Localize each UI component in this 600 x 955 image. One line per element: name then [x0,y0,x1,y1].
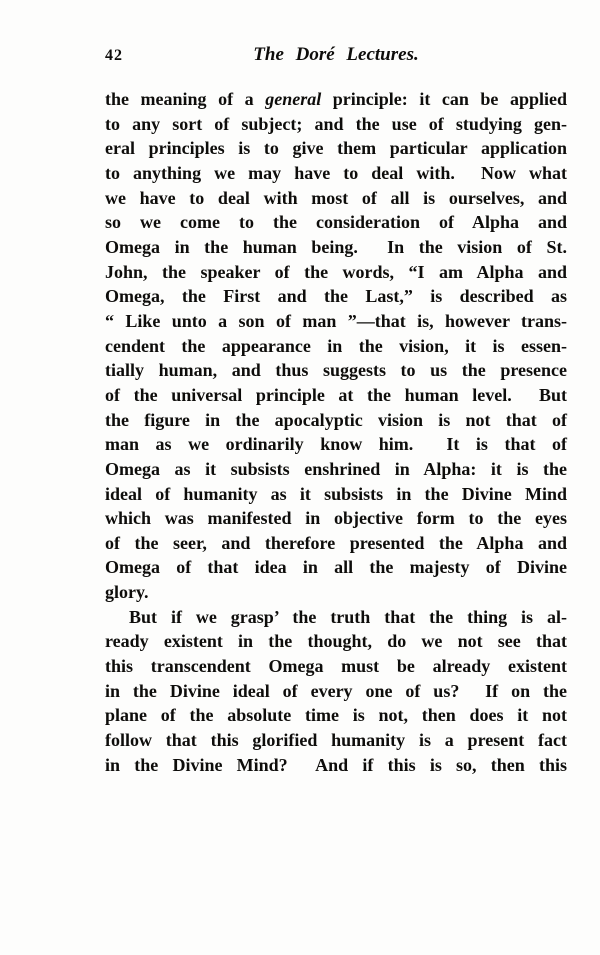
text-line: to anything we may have to deal with. Now what [105,162,567,183]
book-page [105,44,567,777]
text-line: in the Divine Mind? And if this is so, then this [105,754,567,775]
text-line: follow that this glorified humanity is a present fact [105,730,567,751]
text-line: man as we ordinarily know him. It is that of [105,434,567,455]
page-number: 42 [105,47,123,64]
text-line: the figure in the apocalyptic vision is not that of [105,409,567,430]
running-header [105,44,567,68]
text-line: this transcendent Omega must be already existent [105,656,567,677]
text-line: Omega in the human being. In the vision of St. [105,236,567,257]
text-line: which was manifested in objective form to the eyes [105,508,567,529]
page-body [105,87,567,777]
text-line: “ Like unto a son of man ”—that is, however trans- [105,310,567,331]
text-line: ready existent in the thought, do we not see that [105,631,567,652]
text-line: ideal of humanity as it subsists in the Divine Mind [105,483,567,504]
text-line: cendent the appearance in the vision, it is essen- [105,335,567,356]
running-header-title: The Doré Lectures. [253,44,419,65]
text-line: But if we grasp’ the truth that the thing is al- [129,606,567,627]
text-line: of the seer, and therefore presented the Alpha and [105,532,567,553]
text-line: Omega, the First and the Last,” is described as [105,286,567,307]
text-line: of the universal principle at the human level. But [105,384,567,405]
text-line: plane of the absolute time is not, then does it not [105,705,567,726]
text-line: to any sort of subject; and the use of studying gen- [105,113,567,134]
text-line: Omega of that idea in all the majesty of Divine [105,557,567,578]
text-line: eral principles is to give them particular application [105,138,567,159]
text-line: the meaning of a general principle: it can be applied [105,89,568,109]
text-line: glory. [105,582,149,603]
text-line: John, the speaker of the words, “I am Alpha and [105,261,567,282]
text-line: we have to deal with most of all is ourselves, and [105,187,567,208]
text-line: in the Divine ideal of every one of us? If on the [105,680,567,701]
text-line: tially human, and thus suggests to us the presence [105,360,567,381]
text-line: Omega as it subsists enshrined in Alpha: it is the [105,458,567,479]
text-line: so we come to the consideration of Alpha and [105,212,567,233]
